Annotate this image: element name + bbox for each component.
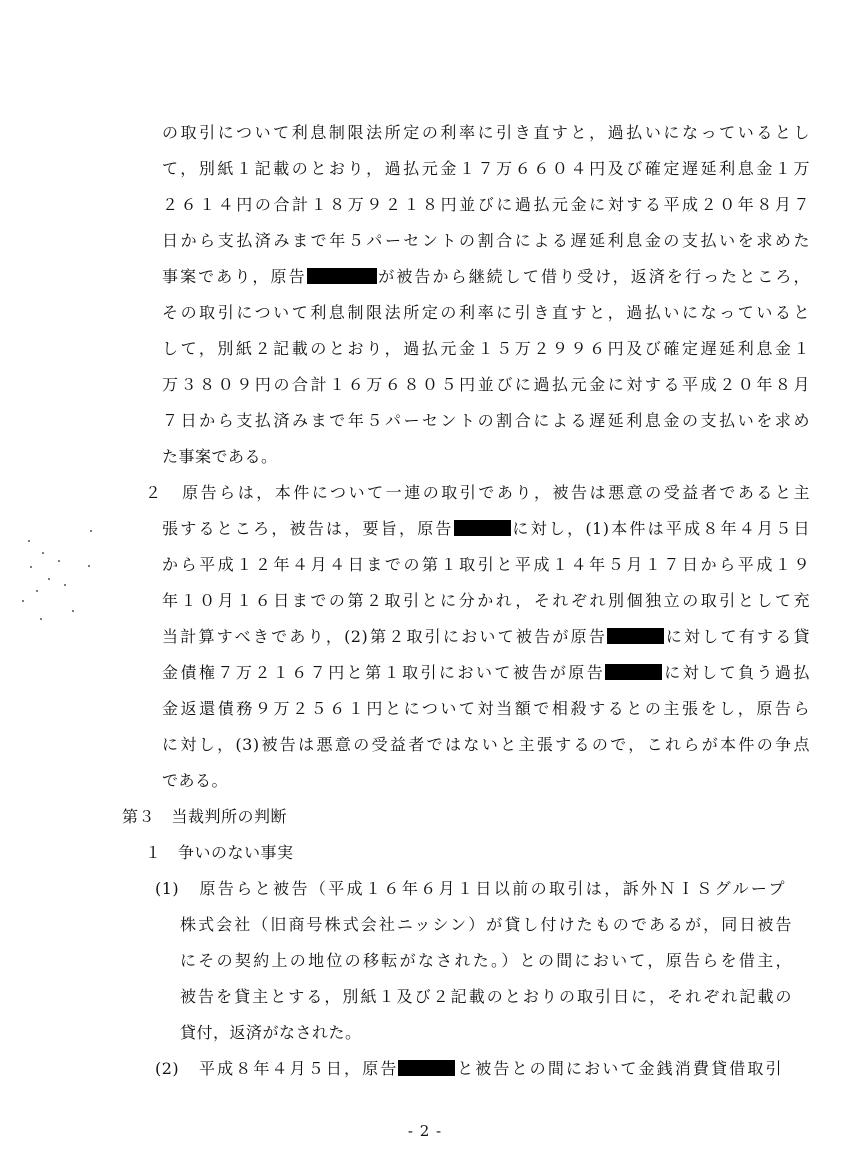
line-text: 万３８０９円の合計１６万６８０５円並びに過払元金に対する平成２０年８月 (162, 375, 810, 394)
line-text: 金債権７万２１６７円と第１取引において被告が原告 (162, 663, 606, 682)
text-line (155, 878, 785, 900)
line-text: から平成１２年４月４日までの第１取引と平成１４年５月１７日から平成１９ (162, 555, 810, 574)
line-text: にその契約上の地位の移転がなされた。）との間において，原告らを借主， (180, 951, 792, 970)
scan-speck (28, 540, 30, 542)
scan-speck (40, 618, 42, 620)
scan-speck (30, 566, 32, 568)
line-text: である。 (162, 771, 229, 790)
line-text: 事案であり，原告 (162, 267, 307, 286)
line-text: 株式会社（旧商号株式会社ニッシン）が貸し付けたものであるが，同日被告 (180, 915, 792, 934)
redaction-block (605, 664, 662, 680)
redaction-block (454, 520, 511, 536)
line-text: 年１０月１６日までの第２取引とに分かれ，それぞれ別個独立の取引として充 (162, 591, 810, 610)
text-line (145, 482, 810, 504)
line-text: (2) 平成８年４月５日，原告 (155, 1059, 399, 1078)
scan-speck (42, 552, 44, 554)
line-text: して，別紙２記載のとおり，過払元金１５万２９９６円及び確定遅延利息金１ (162, 339, 810, 358)
line-text: ２６１４円の合計１８万９２１８円並びに過払元金に対する平成２０年８月７ (162, 195, 810, 214)
scan-speck (72, 610, 74, 612)
text-line (162, 158, 810, 180)
scan-speck (64, 584, 66, 586)
line-text: 張するところ，被告は，要旨，原告 (162, 519, 454, 538)
line-text: １ 争いのない事実 (145, 843, 294, 862)
text-line (162, 266, 810, 288)
redaction-block (607, 628, 664, 644)
text-line (162, 302, 810, 324)
line-text: の取引について利息制限法所定の利率に引き直すと，過払いになっているとし (162, 123, 810, 142)
text-line (162, 770, 228, 792)
text-line (162, 626, 810, 648)
scan-speck (58, 560, 60, 562)
line-text: て，別紙１記載のとおり，過払元金１７万６６０４円及び確定遅延利息金１万 (162, 159, 810, 178)
line-text-continued: と被告との間において金銭消費貸借取引 (455, 1059, 782, 1078)
line-text-continued: が被告から継続して借り受け，返済を行ったところ， (376, 267, 810, 286)
redaction-block (398, 1060, 455, 1076)
text-line (162, 410, 810, 432)
line-text: ７日から支払済みまで年５パーセントの割合による遅延利息金の支払いを求め (162, 411, 810, 430)
text-line (162, 230, 810, 252)
text-line (162, 194, 810, 216)
line-text: 日から支払済みまで年５パーセントの割合による遅延利息金の支払いを求めた (162, 231, 810, 250)
scan-speck (90, 530, 92, 532)
line-text: 被告を貸主とする，別紙１及び２記載のとおりの取引日に，それぞれ記載の (180, 987, 792, 1006)
text-line (122, 806, 287, 828)
text-line (180, 1022, 362, 1044)
text-line (162, 338, 810, 360)
line-text: 金返還債務９万２５６１円とについて対当額で相殺するとの主張をし，原告ら (162, 699, 810, 718)
text-line (162, 374, 810, 396)
text-line (162, 446, 278, 468)
line-text-continued: に対して負う過払 (662, 663, 810, 682)
line-text: 当計算すべきであり，(2)第２取引において被告が原告 (162, 627, 608, 646)
line-text: その取引について利息制限法所定の利率に引き直すと，過払いになっていると (162, 303, 810, 322)
scan-speck (22, 600, 24, 602)
text-line (162, 122, 810, 144)
text-line (155, 1058, 782, 1080)
text-line (162, 590, 810, 612)
text-line (145, 842, 294, 864)
text-line (180, 986, 792, 1008)
line-text-continued: に対して有する貸 (664, 627, 810, 646)
line-text: た事案である。 (162, 447, 278, 466)
text-line (180, 950, 792, 972)
text-line (162, 734, 810, 756)
page-number: - 2 - (407, 1122, 443, 1140)
line-text: (1) 原告らと被告（平成１６年６月１日以前の取引は，訴外ＮＩＳグループ (155, 879, 785, 898)
line-text: 貸付，返済がなされた。 (180, 1023, 362, 1042)
scan-speck (88, 565, 90, 567)
text-line (162, 554, 810, 576)
text-line (180, 914, 792, 936)
text-line (162, 662, 810, 684)
text-line (162, 518, 810, 540)
text-line (162, 698, 810, 720)
line-text: 第３ 当裁判所の判断 (122, 807, 288, 826)
redaction-block (307, 268, 377, 284)
line-text: ２ 原告らは，本件について一連の取引であり，被告は悪意の受益者であると主 (145, 483, 810, 502)
scan-speck (36, 590, 38, 592)
line-text: に対し，(3)被告は悪意の受益者ではないと主張するので，これらが本件の争点 (162, 735, 810, 754)
line-text-continued: に対し，(1)本件は平成８年４月５日 (510, 519, 810, 538)
scan-speck (48, 578, 50, 580)
